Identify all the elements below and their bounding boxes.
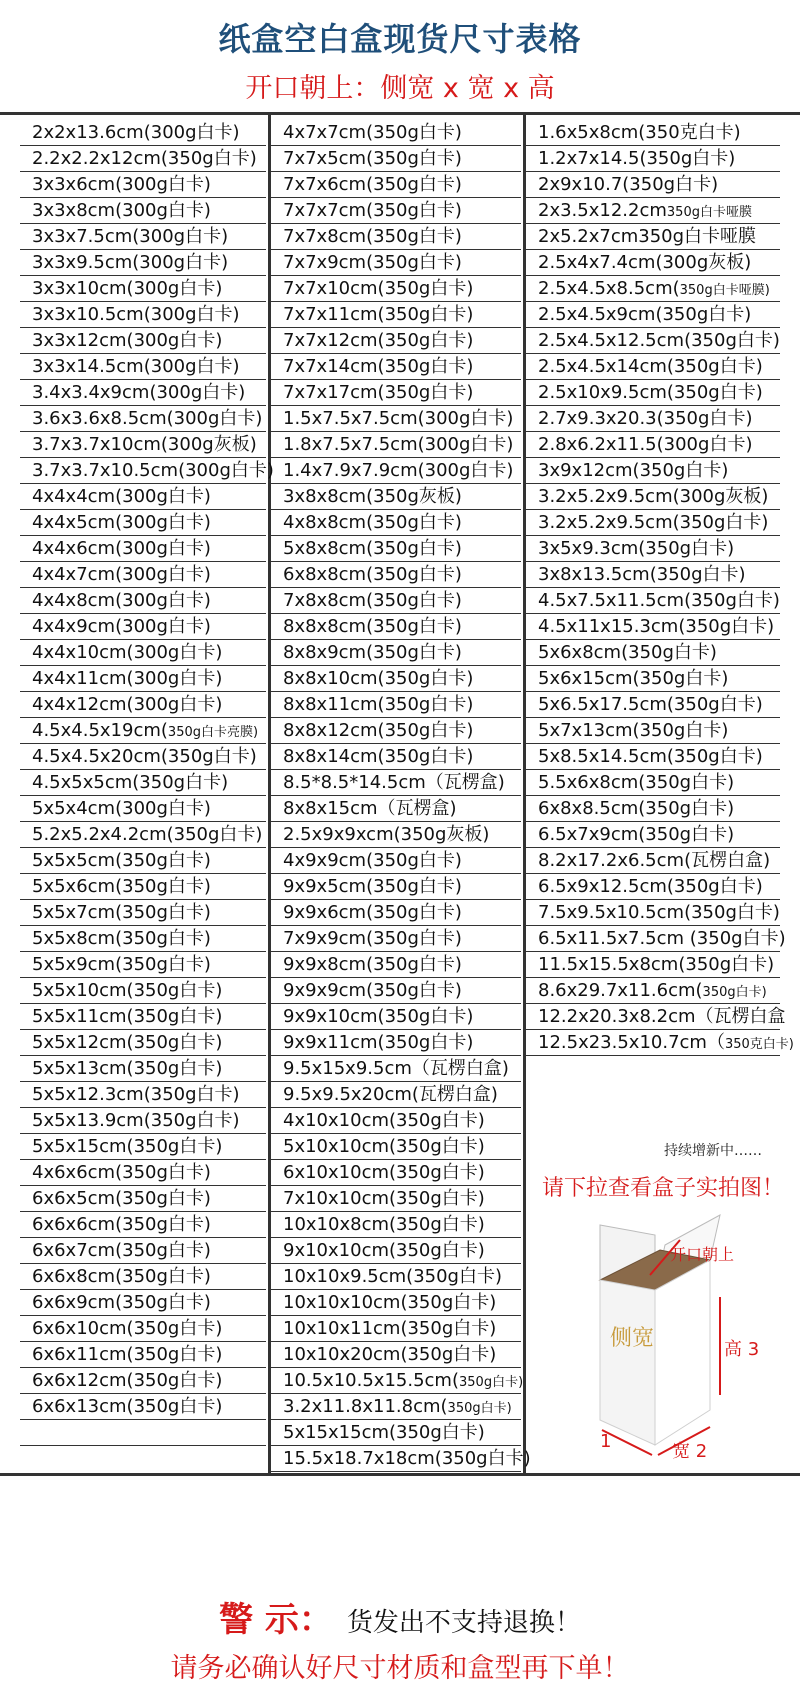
- size-row: 3x3x7.5cm(300g白卡): [20, 224, 266, 250]
- size-row: 1.8x7.5x7.5cm(300g白卡): [271, 432, 521, 458]
- size-row: 4x4x10cm(300g白卡): [20, 640, 266, 666]
- table-top-rule: [0, 112, 800, 115]
- size-row: 9.5x15x9.5cm（瓦楞白盒): [271, 1056, 521, 1082]
- size-row: 2.5x4.5x9cm(350g白卡): [526, 302, 780, 328]
- size-row: 7x7x9cm(350g白卡): [271, 250, 521, 276]
- size-row: 5x5x7cm(350g白卡): [20, 900, 266, 926]
- size-row: 8x8x10cm(350g白卡): [271, 666, 521, 692]
- size-row: 3x9x12cm(350g白卡): [526, 458, 780, 484]
- size-row: 5.2x5.2x4.2cm(350g白卡): [20, 822, 266, 848]
- size-row: 6x8x8cm(350g白卡): [271, 562, 521, 588]
- page-subtitle: 开口朝上：侧宽 x 宽 x 高: [245, 73, 555, 104]
- size-row: 11.5x15.5x8cm(350g白卡): [526, 952, 780, 978]
- size-row: 6x6x7cm(350g白卡): [20, 1238, 266, 1264]
- size-column-2: [271, 120, 531, 1472]
- size-row: 3x3x10.5cm(300g白卡): [20, 302, 266, 328]
- size-row: 3x3x8cm(300g白卡): [20, 198, 266, 224]
- size-row: 2.5x4.5x8.5cm(350g白卡哑膜): [526, 276, 780, 302]
- size-row: 7x7x17cm(350g白卡): [271, 380, 521, 406]
- size-row: 7x7x8cm(350g白卡): [271, 224, 521, 250]
- size-row: 10x10x10cm(350g白卡): [271, 1290, 521, 1316]
- size-row: 3x3x9.5cm(300g白卡): [20, 250, 266, 276]
- size-row: 7x9x9cm(350g白卡): [271, 926, 521, 952]
- size-row: 5.5x6x8cm(350g白卡): [526, 770, 780, 796]
- size-row: 2.5x4.5x14cm(350g白卡): [526, 354, 780, 380]
- size-row: 9x9x5cm(350g白卡): [271, 874, 521, 900]
- size-row: 4x4x11cm(300g白卡): [20, 666, 266, 692]
- size-row: 4x6x6cm(350g白卡): [20, 1160, 266, 1186]
- size-row: 2.5x10x9.5cm(350g白卡): [526, 380, 780, 406]
- size-row: 12.5x23.5x10.7cm（350克白卡): [526, 1030, 780, 1056]
- size-row: 5x10x10cm(350g白卡): [271, 1134, 521, 1160]
- size-row: 6x10x10cm(350g白卡): [271, 1160, 521, 1186]
- size-row: 4x4x4cm(300g白卡): [20, 484, 266, 510]
- size-row: 5x5x8cm(350g白卡): [20, 926, 266, 952]
- size-row: 5x15x15cm(350g白卡): [271, 1420, 521, 1446]
- size-row: 3x3x12cm(300g白卡): [20, 328, 266, 354]
- size-row: 2.2x2.2x12cm(350g白卡): [20, 146, 266, 172]
- size-row: 7.5x9.5x10.5cm(350g白卡): [526, 900, 780, 926]
- size-row: 8.2x17.2x6.5cm(瓦楞白盒): [526, 848, 780, 874]
- size-row: 5x5x12cm(350g白卡): [20, 1030, 266, 1056]
- continuing-note: 持续增新中……: [664, 1143, 762, 1159]
- size-row: 4x4x12cm(300g白卡): [20, 692, 266, 718]
- pull-down-note: 请下拉查看盒子实拍图！: [542, 1176, 785, 1201]
- size-row: 1.4x7.9x7.9cm(300g白卡): [271, 458, 521, 484]
- size-row: 5x6x8cm(350g白卡): [526, 640, 780, 666]
- size-row: 6x6x12cm(350g白卡): [20, 1368, 266, 1394]
- confirm-notice: 请务必确认好尺寸材质和盒型再下单！: [170, 1653, 630, 1684]
- size-row: 10.5x10.5x15.5cm(350g白卡): [271, 1368, 521, 1394]
- size-row: 5x5x13.9cm(350g白卡): [20, 1108, 266, 1134]
- size-row: 7x8x8cm(350g白卡): [271, 588, 521, 614]
- size-row: 4.5x4.5x20cm(350g白卡): [20, 744, 266, 770]
- size-row: 2.8x6.2x11.5(300g白卡): [526, 432, 780, 458]
- size-row: 6x6x10cm(350g白卡): [20, 1316, 266, 1342]
- size-row: 3.2x5.2x9.5cm(350g白卡): [526, 510, 780, 536]
- size-row: 8.6x29.7x11.6cm(350g白卡): [526, 978, 780, 1004]
- size-row: 3x3x14.5cm(300g白卡): [20, 354, 266, 380]
- size-row: 2x3.5x12.2cm350g白卡哑膜: [526, 198, 780, 224]
- size-row: 8x8x12cm(350g白卡): [271, 718, 521, 744]
- size-row: 3x8x13.5cm(350g白卡): [526, 562, 780, 588]
- size-row: 1.2x7x14.5(350g白卡): [526, 146, 780, 172]
- size-row: 3.6x3.6x8.5cm(300g白卡): [20, 406, 266, 432]
- size-row: 5x5x9cm(350g白卡): [20, 952, 266, 978]
- size-row: 3.7x3.7x10cm(300g灰板): [20, 432, 266, 458]
- size-row: 2.5x4x7.4cm(300g灰板): [526, 250, 780, 276]
- side-width-label: 侧宽: [610, 1326, 655, 1351]
- size-row: 6.5x7x9cm(350g白卡): [526, 822, 780, 848]
- size-row: 3.4x3.4x9cm(300g白卡): [20, 380, 266, 406]
- size-row: 3.2x5.2x9.5cm(300g灰板): [526, 484, 780, 510]
- size-row: 6x6x9cm(350g白卡): [20, 1290, 266, 1316]
- size-row: 7x7x10cm(350g白卡): [271, 276, 521, 302]
- size-row: 3x8x8cm(350g灰板): [271, 484, 521, 510]
- size-row: 5x7x13cm(350g白卡): [526, 718, 780, 744]
- size-row: 4x10x10cm(350g白卡): [271, 1108, 521, 1134]
- size-row: 5x5x11cm(350g白卡): [20, 1004, 266, 1030]
- size-row: 5x5x15cm(350g白卡): [20, 1134, 266, 1160]
- size-row: 10x10x11cm(350g白卡): [271, 1316, 521, 1342]
- size-row: 3x3x10cm(300g白卡): [20, 276, 266, 302]
- size-row: 9.5x9.5x20cm(瓦楞白盒): [271, 1082, 521, 1108]
- size-row: 5x6x15cm(350g白卡): [526, 666, 780, 692]
- size-row: 3.2x11.8x11.8cm(350g白卡): [271, 1394, 521, 1420]
- size-row: 5x5x4cm(300g白卡): [20, 796, 266, 822]
- size-row: 8.5*8.5*14.5cm（瓦楞盒): [271, 770, 521, 796]
- size-row: 8x8x8cm(350g白卡): [271, 614, 521, 640]
- size-row: 4.5x11x15.3cm(350g白卡): [526, 614, 780, 640]
- size-row: 10x10x8cm(350g白卡): [271, 1212, 521, 1238]
- size-row: 8x8x15cm（瓦楞盒): [271, 796, 521, 822]
- size-row: 10x10x9.5cm(350g白卡): [271, 1264, 521, 1290]
- size-row: 5x5x6cm(350g白卡): [20, 874, 266, 900]
- size-row: 4x4x9cm(300g白卡): [20, 614, 266, 640]
- size-row: 4x7x7cm(350g白卡): [271, 120, 521, 146]
- page-title: 纸盒空白盒现货尺寸表格: [218, 20, 582, 58]
- table-bottom-rule: [0, 1473, 800, 1476]
- size-row: 2x9x10.7(350g白卡): [526, 172, 780, 198]
- size-row: 9x9x10cm(350g白卡): [271, 1004, 521, 1030]
- size-row: 9x9x11cm(350g白卡): [271, 1030, 521, 1056]
- height-label: 高 3: [724, 1339, 760, 1360]
- size-row: 9x10x10cm(350g白卡): [271, 1238, 521, 1264]
- size-row: 6x6x13cm(350g白卡): [20, 1394, 266, 1420]
- warning-text: 货发出不支持退换！: [346, 1608, 581, 1638]
- size-column-3: [526, 120, 794, 1056]
- size-row: 7x7x11cm(350g白卡): [271, 302, 521, 328]
- size-row: 5x5x10cm(350g白卡): [20, 978, 266, 1004]
- size-row: 4x4x5cm(300g白卡): [20, 510, 266, 536]
- opening-up-label: 开口朝上: [670, 1245, 735, 1264]
- size-row: 6x6x6cm(350g白卡): [20, 1212, 266, 1238]
- box-illustration: [560, 1205, 790, 1465]
- size-row: 8x8x11cm(350g白卡): [271, 692, 521, 718]
- size-row: 6.5x11.5x7.5cm (350g白卡): [526, 926, 780, 952]
- side-label: 1: [600, 1431, 612, 1452]
- size-row: 4x4x8cm(300g白卡): [20, 588, 266, 614]
- size-row: 5x8.5x14.5cm(350g白卡): [526, 744, 780, 770]
- size-row: 4.5x4.5x19cm(350g白卡亮膜): [20, 718, 266, 744]
- size-row: 5x6.5x17.5cm(350g白卡): [526, 692, 780, 718]
- size-row: 9x9x8cm(350g白卡): [271, 952, 521, 978]
- size-row: 7x7x14cm(350g白卡): [271, 354, 521, 380]
- width-label: 宽 2: [672, 1441, 708, 1462]
- size-row: 4.5x7.5x11.5cm(350g白卡): [526, 588, 780, 614]
- size-row: 4x9x9cm(350g白卡): [271, 848, 521, 874]
- size-row: 3x3x6cm(300g白卡): [20, 172, 266, 198]
- warning-line: [0, 1592, 800, 1641]
- size-row: 5x8x8cm(350g白卡): [271, 536, 521, 562]
- size-row: 6x6x5cm(350g白卡): [20, 1186, 266, 1212]
- size-row: 5x5x5cm(350g白卡): [20, 848, 266, 874]
- size-row: 7x7x7cm(350g白卡): [271, 198, 521, 224]
- size-row: 7x10x10cm(350g白卡): [271, 1186, 521, 1212]
- size-row: 7x7x12cm(350g白卡): [271, 328, 521, 354]
- size-row: 5x5x12.3cm(350g白卡): [20, 1082, 266, 1108]
- warning-label: 警 示：: [219, 1600, 333, 1640]
- size-row: 2x2x13.6cm(300g白卡): [20, 120, 266, 146]
- size-row: 2.5x4.5x12.5cm(350g白卡): [526, 328, 780, 354]
- size-row: 7x7x6cm(350g白卡): [271, 172, 521, 198]
- size-row: 4.5x5x5cm(350g白卡): [20, 770, 266, 796]
- size-row: 6x8x8.5cm(350g白卡): [526, 796, 780, 822]
- size-row: 9x9x9cm(350g白卡): [271, 978, 521, 1004]
- size-row: 2x5.2x7cm350g白卡哑膜: [526, 224, 780, 250]
- size-row: 6x6x11cm(350g白卡): [20, 1342, 266, 1368]
- size-row: 10x10x20cm(350g白卡): [271, 1342, 521, 1368]
- size-row: 3x5x9.3cm(350g白卡): [526, 536, 780, 562]
- size-row: [20, 1420, 266, 1446]
- size-row: 1.5x7.5x7.5cm(300g白卡): [271, 406, 521, 432]
- size-row: 8x8x14cm(350g白卡): [271, 744, 521, 770]
- size-row: 1.6x5x8cm(350克白卡): [526, 120, 780, 146]
- size-column-1: [20, 120, 274, 1446]
- size-row: 7x7x5cm(350g白卡): [271, 146, 521, 172]
- size-row: 3.7x3.7x10.5cm(300g白卡): [20, 458, 266, 484]
- size-row: 12.2x20.3x8.2cm（瓦楞白盒: [526, 1004, 780, 1030]
- size-row: 2.7x9.3x20.3(350g白卡): [526, 406, 780, 432]
- size-row: 4x4x7cm(300g白卡): [20, 562, 266, 588]
- size-row: 4x8x8cm(350g白卡): [271, 510, 521, 536]
- size-row: 6x6x8cm(350g白卡): [20, 1264, 266, 1290]
- size-row: 8x8x9cm(350g白卡): [271, 640, 521, 666]
- size-row: 9x9x6cm(350g白卡): [271, 900, 521, 926]
- size-row: 4x4x6cm(300g白卡): [20, 536, 266, 562]
- size-row: 2.5x9x9xcm(350g灰板): [271, 822, 521, 848]
- size-row: 15.5x18.7x18cm(350g白卡): [271, 1446, 521, 1472]
- size-row: 6.5x9x12.5cm(350g白卡): [526, 874, 780, 900]
- size-row: 5x5x13cm(350g白卡): [20, 1056, 266, 1082]
